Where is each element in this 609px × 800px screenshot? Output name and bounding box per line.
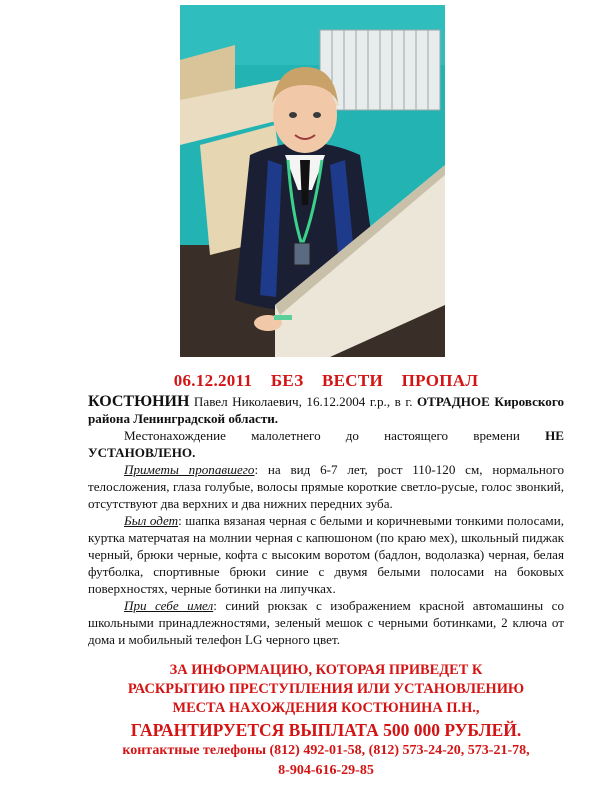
boy-photo [180,5,445,357]
belongings-text: : синий рюкзак с изображением красной автомашины со школьными принадлежностями, зеленый мешок с черными ботинками, 2 ключа от дома и мобильный телефон LG черного цвет. [88,598,565,647]
belongings-label: При себе имел [124,598,214,613]
name-line: Павел Николаевич, 16.12.2004 г.р., в г. [189,394,417,409]
belongings-paragraph [88,597,564,648]
district: Кировского района Ленинградской области. [88,394,564,426]
location-line [88,427,564,461]
city: ОТРАДНОЕ [417,394,490,409]
location-text: Местонахождение малолетнего до настоящего времени [124,428,546,443]
reward-line-3: МЕСТА НАХОЖДЕНИЯ КОСТЮНИНА П.Н., [172,700,480,716]
location-status: НЕ УСТАНОВЛЕНО. [88,428,564,460]
headline: 06.12.2011 БЕЗ ВЕСТИ ПРОПАЛ [173,371,479,390]
person-line [88,393,564,427]
clothes-text: : шапка вязаная черная с белыми и коричневыми тонкими полосами, куртка матерчатая на молнии черная с капюшоном (по краю мех), школьный пиджак черный, брюки черные, кофта с высоким воротом (бадлон, водолазка) черная, белая футболка, спортивные брюки синие с двумя белыми полосами на боковых поверхностях, черные ботинки на липучках. [88,513,564,596]
signs-label: Приметы пропавшего [124,462,255,477]
clothes-paragraph [88,512,564,597]
phones-line-2: 8-904-616-29-85 [278,763,374,778]
reward-amount: ГАРАНТИРУЕТСЯ ВЫПЛАТА 500 000 РУБЛЕЙ. [130,720,522,740]
contact-phones [88,741,564,781]
signs-text: : на вид 6-7 лет, рост 110-120 см, нормального телосложения, глаза голубые, волосы прямые короткие светло-русые, голос звонкий, отсутствуют два верхних и два нижних передних зуба. [88,462,564,511]
reward-block [88,661,564,742]
signs-paragraph [88,461,564,512]
reward-line-1: ЗА ИНФОРМАЦИЮ, КОТОРАЯ ПРИВЕДЕТ К [169,662,483,678]
phones-line-1: контактные телефоны (812) 492-01-58, (812) 573-24-20, 573-21-78, [122,743,530,758]
description [88,393,564,648]
clothes-label: Был одет [124,513,179,528]
reward-line-2: РАСКРЫТИЮ ПРЕСТУПЛЕНИЯ ИЛИ УСТАНОВЛЕНИЮ [127,681,525,697]
surname: КОСТЮНИН [88,393,190,410]
